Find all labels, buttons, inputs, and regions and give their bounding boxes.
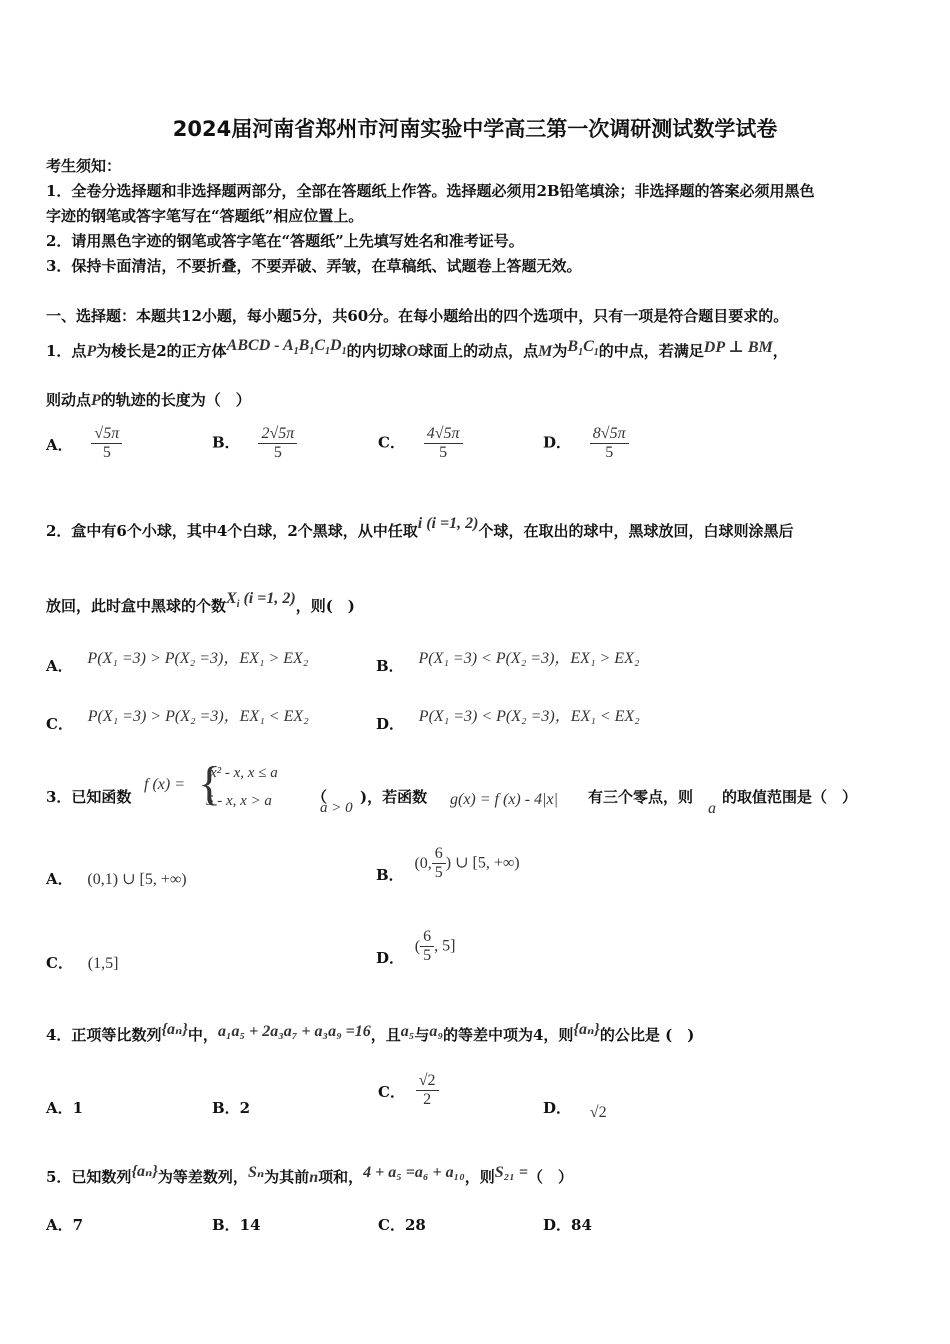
section-heading: 一、选择题：本题共12小题，每小题5分，共60分。在每小题给出的四个选项中，只有一项是符合题目要求的。 xyxy=(46,307,789,325)
q3-cond: a > 0 xyxy=(320,800,353,816)
notice-item-2: 2．请用黑色字迹的钢笔或答字笔在“答题纸”上先填写姓名和准考证号。 xyxy=(46,232,524,250)
q5-option-a[interactable]: A．7 xyxy=(46,1216,84,1234)
q3-stem-tail: 有三个零点，则 xyxy=(588,788,694,806)
q3-stem-mid: )，若函数 xyxy=(360,788,428,806)
q3-stem-end: 的取值范围是（ ） xyxy=(722,788,858,806)
q1-option-a[interactable]: A． $\frac{√5\pi}{5}$ xyxy=(46,425,122,462)
notice-item-3: 3．保持卡面清洁，不要折叠，不要弄破、弄皱，在草稿纸、试题卷上答题无效。 xyxy=(46,257,582,275)
q3-case-2: 5 - x, x > a xyxy=(206,793,272,809)
q3-a: a xyxy=(708,800,716,817)
q2-option-b[interactable]: B． P(X₁ =3) < P(X₂ =3)，EX₁ > EX₂ xyxy=(376,650,640,675)
notice-item-1a: 1．全卷分选择题和非选择题两部分，全部在答题纸上作答。选择题必须用2B铅笔填涂；非选择题的答案必须用黑色 xyxy=(46,182,815,200)
q3-option-c[interactable]: C． (1,5] xyxy=(46,954,119,972)
q3-option-b[interactable]: B． (0, $\frac{6}{5}$ ) ∪ [5, +∞) xyxy=(376,845,520,884)
notice-heading: 考生须知： xyxy=(46,157,122,175)
q5-option-d[interactable]: D．84 xyxy=(543,1216,592,1234)
q2-option-a[interactable]: A． P(X₁ =3) > P(X₂ =3)，EX₁ > EX₂ xyxy=(46,650,309,675)
q5-option-b[interactable]: B．14 xyxy=(212,1216,261,1234)
page-title: 2024届河南省郑州市河南实验中学高三第一次调研测试数学试卷 xyxy=(172,117,778,141)
q5-stem: 5．已知数列{aₙ}为等差数列，Sₙ为其前n项和，4 + a₅ =a₆ + a₁₀，则S₂₁ =（ ） xyxy=(46,1163,573,1186)
q1-option-c[interactable]: C． $\frac{4√5\pi}{5}$ xyxy=(378,425,463,462)
q3-option-a[interactable]: A． (0,1) ∪ [5, +∞) xyxy=(46,870,187,888)
q3-option-d[interactable]: D． ( $\frac{6}{5}$ , 5] xyxy=(376,928,456,967)
q3-brace: { xyxy=(198,757,222,810)
q3-case-1: x² - x, x ≤ a xyxy=(210,765,278,781)
q4-stem: 4．正项等比数列{aₙ}中，a₁a₅ + 2a₃a₇ + a₃a₉ =16，且a₅与a₉的等差中项为4，则{aₙ}的公比是 ( ) xyxy=(46,1021,695,1044)
q4-option-d[interactable]: D． √2 xyxy=(543,1099,607,1121)
q1-stem-2: 则动点P的轨迹的长度为（ ） xyxy=(46,391,251,409)
q2-option-d[interactable]: D． P(X₁ =3) < P(X₂ =3)，EX₁ < EX₂ xyxy=(376,708,640,733)
q4-option-c[interactable]: C． $\frac{√2}{2}$ xyxy=(378,1072,439,1109)
q5-option-c[interactable]: C．28 xyxy=(378,1216,426,1234)
q2-stem: 2．盒中有6个小球，其中4个白球，2个黑球，从中任取i (i =1, 2)个球，在取出的球中，黑球放回，白球则涂黑后 xyxy=(46,515,794,540)
q3-stem-lead: 3．已知函数 xyxy=(46,788,132,806)
q2-stem-2: 放回，此时盒中黑球的个数$X_i$ (i =1, 2)，则( ) xyxy=(46,590,355,615)
q1-option-d[interactable]: D． $\frac{8√5\pi}{5}$ xyxy=(543,425,629,462)
q4-option-a[interactable]: A．1 xyxy=(46,1099,84,1117)
q3-f: f (x) = xyxy=(144,776,185,793)
q3-g: g(x) = f (x) - 4|x| xyxy=(450,791,558,808)
q3-paren-open: （ xyxy=(312,788,328,806)
q1-stem: 1．点P为棱长是2的正方体ABCD - $A_1B_1C_1D_1$的内切球O球面上的动点，点M为$B_1C_1$的中点，若满足DP ⊥ BM， xyxy=(46,337,788,360)
q2-option-c[interactable]: C． P(X₁ =3) > P(X₂ =3)，EX₁ < EX₂ xyxy=(46,708,309,733)
q1-option-b[interactable]: B． $\frac{2√5\pi}{5}$ xyxy=(212,425,297,462)
notice-item-1b: 字迹的钢笔或答字笔写在“答题纸”相应位置上。 xyxy=(46,207,364,225)
q4-option-b[interactable]: B．2 xyxy=(212,1099,251,1117)
